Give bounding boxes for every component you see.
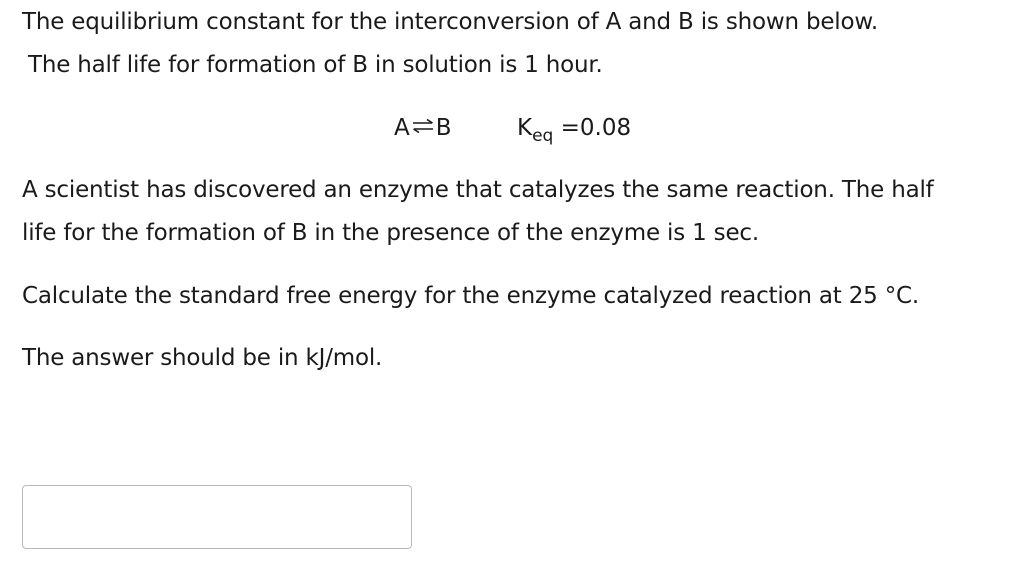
enzyme-line-2: life for the formation of B in the presence of the enzyme is 1 sec.	[22, 220, 759, 246]
equilibrium-arrows-icon	[412, 115, 434, 138]
product-label: B	[435, 115, 452, 141]
enzyme-line-1: A scientist has discovered an enzyme that catalyzes the same reaction. The half	[22, 177, 934, 203]
keq-symbol: K	[517, 115, 533, 141]
reactant-label: A	[394, 115, 410, 141]
intro-line-2: The half life for formation of B in solution is 1 hour.	[28, 52, 603, 78]
keq-subscript: eq	[532, 126, 554, 146]
keq-value: =0.08	[553, 115, 632, 141]
equilibrium-constant	[517, 115, 632, 146]
answer-input[interactable]	[22, 485, 412, 549]
units-note: The answer should be in kJ/mol.	[22, 345, 383, 371]
question-text: Calculate the standard free energy for the enzyme catalyzed reaction at 25 °C.	[22, 283, 919, 309]
reaction-equation	[394, 117, 452, 140]
intro-line-1: The equilibrium constant for the interconversion of A and B is shown below.	[22, 9, 878, 35]
